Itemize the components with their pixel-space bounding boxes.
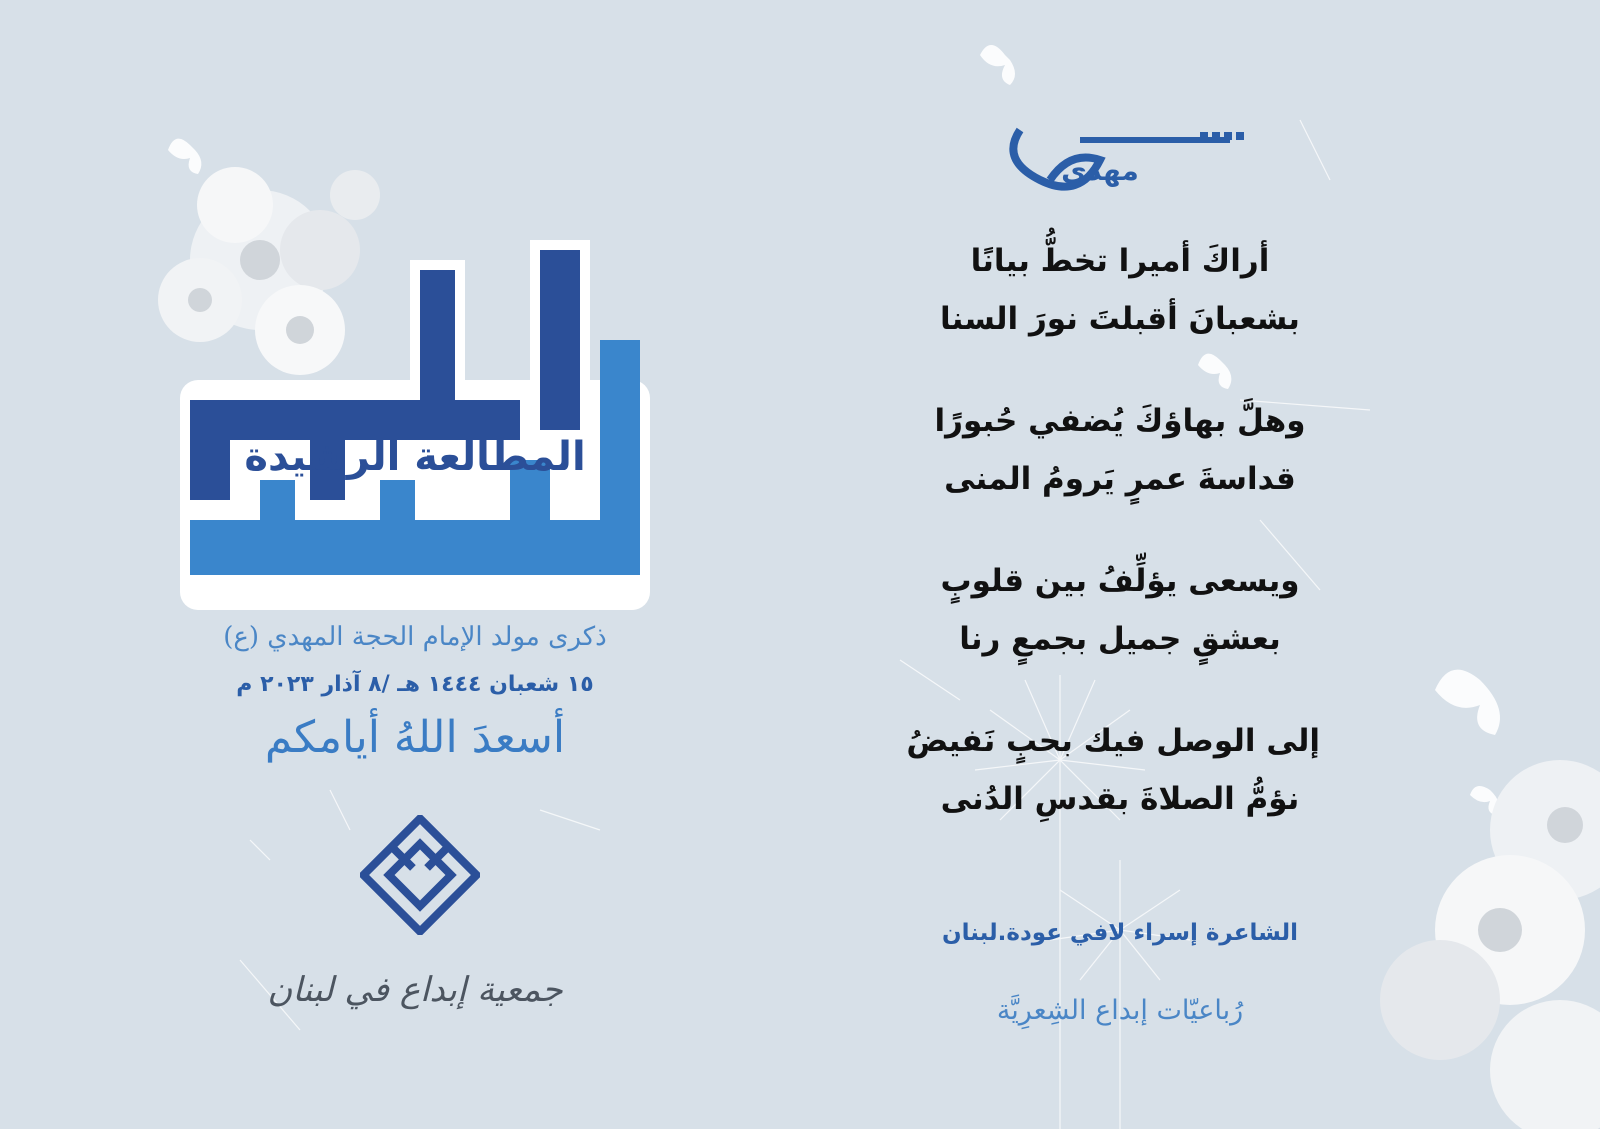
title-art-text: المطالعة الرشيدة	[244, 434, 586, 480]
series-title: رُباعيّات إبداع الشِعرِيَّة	[996, 995, 1244, 1026]
stanza	[920, 232, 1320, 348]
verse: بعشقٍ جميل بجمعٍ رنا	[959, 621, 1281, 657]
verse: إلى الوصل فيك بحبٍ نَفيضُ	[906, 723, 1320, 759]
verse: بشعبانَ أقبلتَ نورَ السنا	[940, 301, 1300, 337]
verse: نؤمُّ الصلاةَ بقدسِ الدُنى	[940, 781, 1300, 817]
date-text: ١٥ شعبان ١٤٤٤ هـ /٨ آذار ٢٠٢٣ م	[236, 672, 594, 697]
stanza	[920, 552, 1320, 668]
stanza	[906, 712, 1320, 828]
title-calligraphy	[160, 230, 670, 630]
verse: أراكَ أميرا تخطُّ بيانًا	[970, 243, 1270, 279]
verse: ويسعى يؤلِّفُ بين قلوبٍ	[940, 563, 1300, 599]
greeting-text: أسعدَ اللهُ أيامكم	[264, 712, 566, 763]
flower-cluster-icon	[1380, 760, 1600, 1129]
logo-text: مهدي	[1061, 154, 1139, 187]
stanza	[920, 392, 1320, 508]
kufic-square-icon	[360, 815, 480, 935]
poem	[906, 232, 1320, 872]
verse: قداسةَ عمرٍ يَرومُ المنى	[944, 461, 1296, 497]
verse: وهلَّ بهاؤكَ يُضفي حُبورًا	[934, 403, 1306, 439]
association-text: جمعية إبداع في لبنان	[267, 970, 563, 1010]
poet-credit: الشاعرة إسراء لافي عودة.لبنان	[941, 920, 1299, 946]
occasion-text: ذكرى مولد الإمام الحجة المهدي (ع)	[223, 622, 607, 652]
mahdi-logo	[980, 80, 1280, 220]
